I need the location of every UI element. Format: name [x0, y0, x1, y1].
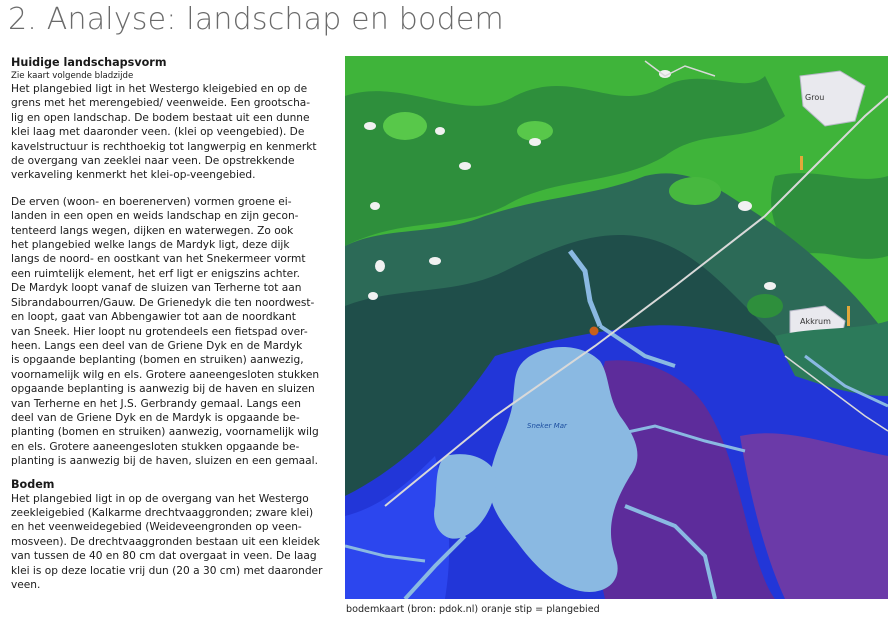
section-heading-landschap: Huidige landschapsvorm [11, 56, 167, 69]
text-line: Het plangebied ligt in het Westergo kleigebied en op de [11, 83, 308, 95]
map-patch [669, 177, 721, 205]
text-line: landen in een open en weids landschap en zijn gecon- [11, 210, 299, 223]
text-line: en els. Grotere aaneengesloten stukken opgaande be- [11, 440, 300, 453]
text-line: veen. [11, 579, 41, 591]
text-line: van tussen de 40 en 80 cm dat overgaat in veen. De laag [11, 550, 317, 563]
text-line: planting (bomen en struiken) aanwezig, voornamelijk wilg [11, 426, 319, 439]
text-line: verkaveling kenmerkt het klei-op-veengebied. [11, 169, 256, 182]
map-farmyard [435, 127, 445, 135]
map-plangebied-marker [590, 327, 599, 336]
text-line: heen. Langs een deel van de Griene Dyk en de Mardyk [11, 339, 303, 352]
text-line: een ruimtelijk element, het erf ligt er enigszins achter. [11, 267, 300, 280]
text-line: is opgaande beplanting (bomen en struiken) aanwezig, [11, 354, 304, 367]
text-line: zeekleigebied (Kalkarme drechtvaaggronden; zware klei) [11, 506, 314, 519]
text-line: van Sneek. Hier loopt nu grotendeels een fietspad over- [11, 325, 308, 338]
text-line: De erven (woon- en boerenerven) vormen groene ei- [11, 195, 292, 208]
text-line: klei is op deze locatie vrij dun (20 a 30 cm) met daaronder [11, 564, 323, 577]
text-line: opgaande beplanting is aanwezig bij de haven en sluizen [11, 383, 315, 396]
bodem-paragraph [11, 492, 343, 593]
text-line: van Terherne en het J.S. Gerbrandy gemaal. Langs een [11, 397, 301, 410]
map-accent [847, 306, 850, 326]
landschap-paragraph-1 [11, 82, 343, 183]
text-line: klei laag met daaronder veen. (klei op veengebied). De [11, 126, 305, 139]
text-line: deel van de Griene Dyk en de Mardyk is opgaande be- [11, 411, 300, 424]
map-farmyard [370, 202, 380, 210]
text-line: kavelstructuur is rechthoekig tot langwerpig en kenmerkt [11, 140, 317, 153]
map-caption: bodemkaart (bron: pdok.nl) oranje stip = plangebied [346, 604, 600, 615]
text-line: voornamelijk wilg en els. Grotere aaneengesloten stukken [11, 368, 320, 381]
map-farmyard [529, 138, 541, 146]
map-label-akkrum: Akkrum [800, 317, 831, 326]
map-label-grou: Grou [805, 93, 825, 102]
map-accent [800, 156, 803, 170]
section-heading-bodem: Bodem [11, 477, 55, 491]
map-farmyard [429, 257, 441, 265]
text-line: De Mardyk loopt vanaf de sluizen van Terherne tot aan [11, 282, 302, 295]
text-line: Sibrandabourren/Gauw. De Grienedyk die ten noordwest- [11, 296, 315, 309]
text-line: het plangebied welke langs de Mardyk ligt, deze dijk [11, 239, 290, 252]
map-farmyard [364, 122, 376, 130]
text-line: grens met het merengebied/ veenweide. Een grootscha- [11, 97, 311, 110]
text-line: en loopt, gaat van Abbengawier tot aan de noordkant [11, 311, 296, 324]
text-line: mosveen). De drechtvaaggronden bestaan uit een kleidek [11, 535, 320, 548]
map-reference-note: Zie kaart volgende bladzijde [11, 71, 134, 81]
page-title: 2. Analyse: landschap en bodem [8, 2, 504, 37]
text-line: tenteerd langs wegen, dijken en waterwegen. Zo ook [11, 224, 294, 237]
map-farmyard [459, 162, 471, 170]
map-farmyard [738, 201, 752, 211]
soil-map [345, 56, 888, 599]
text-line: de overgang van zeeklei naar veen. De opstrekkende [11, 155, 295, 168]
map-patch [747, 294, 783, 318]
landschap-paragraph-2 [11, 195, 343, 469]
text-line: langs de noord- en oostkant van het Snekermeer vormt [11, 253, 306, 266]
text-line: en het veenweidegebied (Weideveengronden op veen- [11, 521, 302, 534]
map-farmyard [375, 260, 385, 272]
map-label-lake: Sneker Mar [527, 422, 567, 430]
map-patch [383, 112, 427, 140]
text-line: planting is aanwezig bij de haven, sluizen en een gemaal. [11, 455, 318, 468]
map-farmyard [368, 292, 378, 300]
text-column [11, 56, 343, 592]
map-farmyard [764, 282, 776, 290]
text-line: Het plangebied ligt in op de overgang van het Westergo [11, 492, 309, 505]
text-line: lig en open landschap. De bodem bestaat uit een dunne [11, 111, 310, 124]
